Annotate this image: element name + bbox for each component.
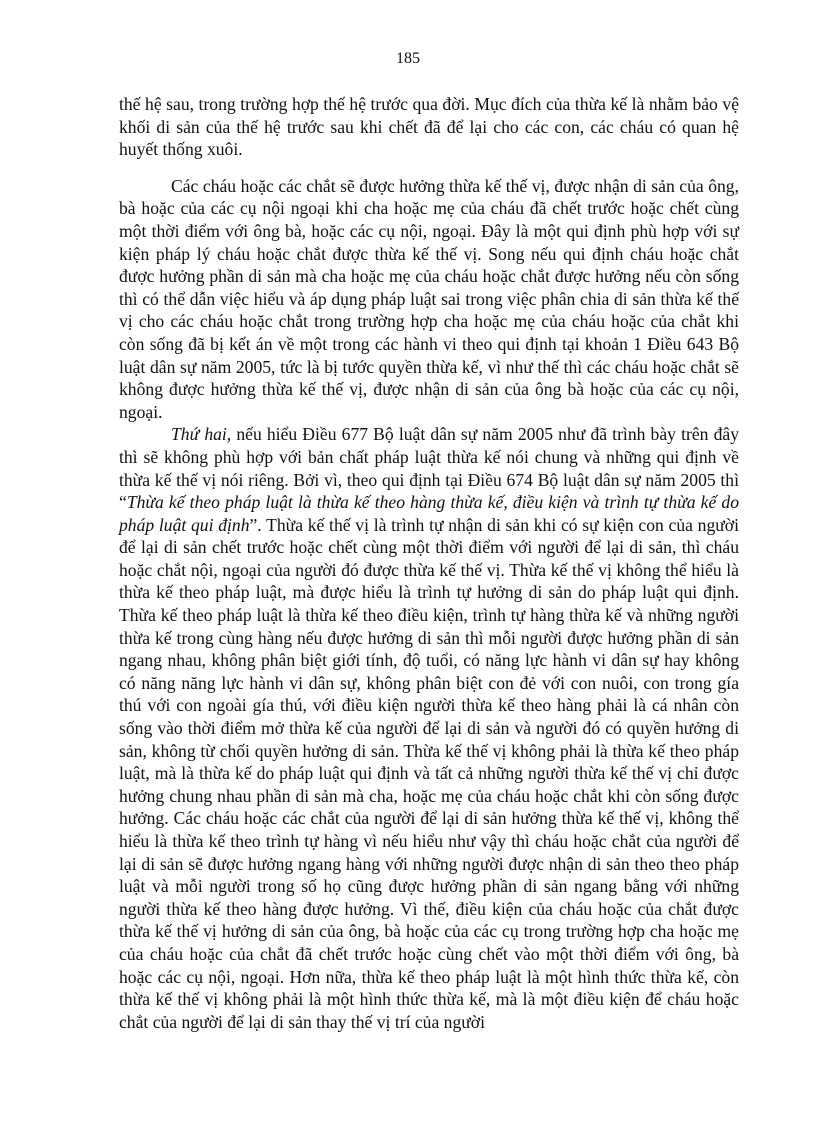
body-text: [119, 93, 739, 1033]
paragraph-3-text-b: ”. Thừa kế thế vị là trình tự nhận di sản khi có sự kiện con của người để lại di sản chết trước hoặc chết cùng một thời điểm với người để lại di sản, thì cháu hoặc chắt nội, ngoại của người đó được thừa kế thế vị. Thừa kế thế vị không thể hiểu là thừa kế theo pháp luật, mà được hiểu là trình tự hưởng di sản do pháp luật qui định. Thừa kế theo pháp luật là thừa kế theo điều kiện, trình tự hàng thừa kế và những người thừa kế trong cùng hàng nếu được hưởng di sản thì mỗi người được hưởng phần di sản ngang nhau, không phân biệt giới tính, độ tuổi, có năng lực hành vi dân sự hay không có năng năng lực hành vi dân sự, không phân biệt con đẻ với con nuôi, con trong gía thú với con ngoài gía thú, với điều kiện người thừa kế theo hàng phải là cá nhân còn sống vào thời điểm mở thừa kế của người để lại di sản và người đó có quyền hưởng di sản, không từ chối quyền hưởng di sản. Thừa kế thế vị không phải là thừa kế theo pháp luật, mà là thừa kế do pháp luật qui định và tất cả những người thừa kế thế vị chỉ được hưởng chung nhau phần di sản mà cha, hoặc mẹ của cháu hoặc chắt khi còn sống được hưởng. Các cháu hoặc các chắt của người để lại di sản hưởng thừa kế thế vị, không thể hiểu là thừa kế theo trình tự hàng vì nếu hiểu như vậy thì cháu hoặc chắt của người để lại di sản sẽ được hưởng ngang hàng với những người được nhận di sản theo theo pháp luật và mỗi người trong số họ cũng được hưởng phần di sản ngang bằng với những người thừa kế theo hàng được hưởng. Vì thế, điều kiện của cháu hoặc của chắt được thừa kế thế vị hưởng di sản của ông, bà hoặc của các cụ trong trường hợp cha hoặc mẹ của cháu hoặc của chắt đã chết trước hoặc cùng chết vào một thời điểm với ông, bà hoặc các cụ nội, ngoại. Hơn nữa, thừa kế theo pháp luật là một hình thức thừa kế, còn thừa kế thế vị không phải là một hình thức thừa kế, mà là một điều kiện để cháu hoặc chắt của người để lại di sản thay thế vị trí của người: [119, 514, 739, 1032]
paragraph-3-quote: Thừa kế theo pháp luật là thừa kế theo hàng thừa kế, điều kiện và trình tự thừa kế do pháp luật qui định: [119, 492, 739, 535]
paragraph-1: thế hệ sau, trong trường hợp thế hệ trước qua đời. Mục đích của thừa kế là nhằm bảo vệ khối di sản của thế hệ trước sau khi chết đã để lại cho các con, các cháu có quan hệ huyết thống xuôi.: [119, 94, 739, 160]
page-number: 185: [396, 50, 420, 67]
paragraph-3-text-a: nếu hiểu Điều 677 Bộ luật dân sự năm 2005 như đã trình bày trên đây thì sẽ không phù hợp với bản chất pháp luật thừa kế nói chung và những qui định về thừa kế thế vị nói riêng. Bởi vì, theo qui định tại Điều 674 Bộ luật dân sự năm 2005 thì “: [119, 424, 739, 513]
paragraph-2: Các cháu hoặc các chắt sẽ được hưởng thừa kế thế vị, được nhận di sản của ông, bà hoặc của các cụ nội ngoại khi cha hoặc mẹ của cháu đã chết trước hoặc chết cùng một thời điểm với ông bà, hoặc các cụ nội, ngoại. Đây là một qui định phù hợp với sự kiện pháp lý cháu hoặc chắt được thừa kế thế vị. Song nếu qui định cháu hoặc chắt được hưởng phần di sản mà cha hoặc mẹ của cháu hoặc chắt được hưởng nếu còn sống thì có thể dẫn việc hiểu và áp dụng pháp luật sai trong việc phân chia di sản thừa kế thế vị cho các cháu hoặc chắt trong trường hợp cha hoặc mẹ của cháu hoặc của chắt khi còn sống đã bị kết án về một trong các hành vi theo qui định tại khoản 1 Điều 643 Bộ luật dân sự năm 2005, tức là bị tước quyền thừa kế, vì như thế thì các cháu hoặc chắt sẽ không được hưởng thừa kế thế vị, được nhận di sản của ông bà hoặc của các cụ nội, ngoại.: [119, 175, 739, 422]
paragraph-3: [119, 423, 739, 1033]
paragraph-3-lead: Thứ hai,: [171, 424, 232, 445]
